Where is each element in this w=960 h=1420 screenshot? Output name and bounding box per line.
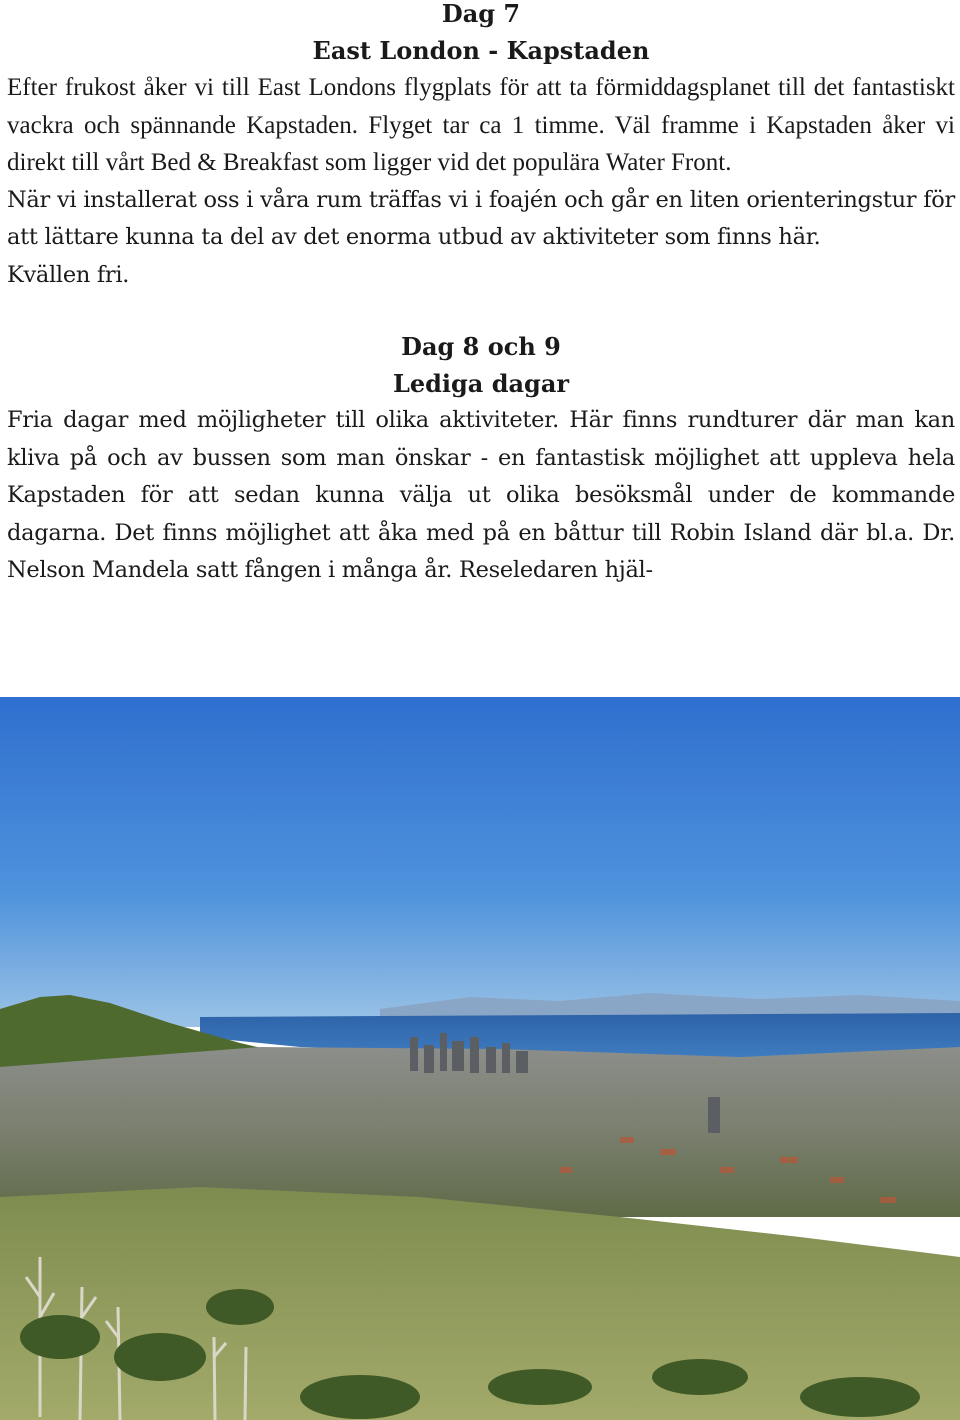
day7-paragraph-2: När vi installerat oss i våra rum träffas vi i foajén och går en liten orienteringstur för att lättare kunna ta del av det enorma utbud av aktiviteter som finns här. [7,186,955,250]
sky [0,697,960,1027]
day7-paragraph-3: Kvällen fri. [7,261,130,288]
cape-town-photo [0,697,960,1420]
day7-subheading: East London - Kapstaden [312,36,650,65]
day8-9-heading: Dag 8 och 9 [401,332,561,361]
day8-9-paragraph-1: Fria dagar med möjligheter till olika aktiviteter. Här finns rundturer där man kan kliva på och av bussen som man önskar - en fantastisk möjlighet att uppleva hela Kapstaden för att sedan kunna välja ut olika besöksmål under de kommande dagarna. Det finns möjlighet att åka med på en båttur till Robin Island där bl.a. Dr. Nelson Mandela satt fången i många år. Reseledaren hjäl- [7,407,955,583]
page-content [7,0,955,590]
day7-paragraph-1: Efter frukost åker vi till East Londons flygplats för att ta förmiddagsplanet till det fantastiskt vackra och spännande Kapstaden. Flyget tar ca 1 timme. Väl framme i Kapstaden åker vi direkt till vårt Bed & Breakfast som ligger vid det populära Water Front. [7,74,955,176]
section-spacer [7,294,955,328]
day8-9-subheading: Lediga dagar [392,369,570,398]
day7-heading: Dag 7 [441,0,521,28]
